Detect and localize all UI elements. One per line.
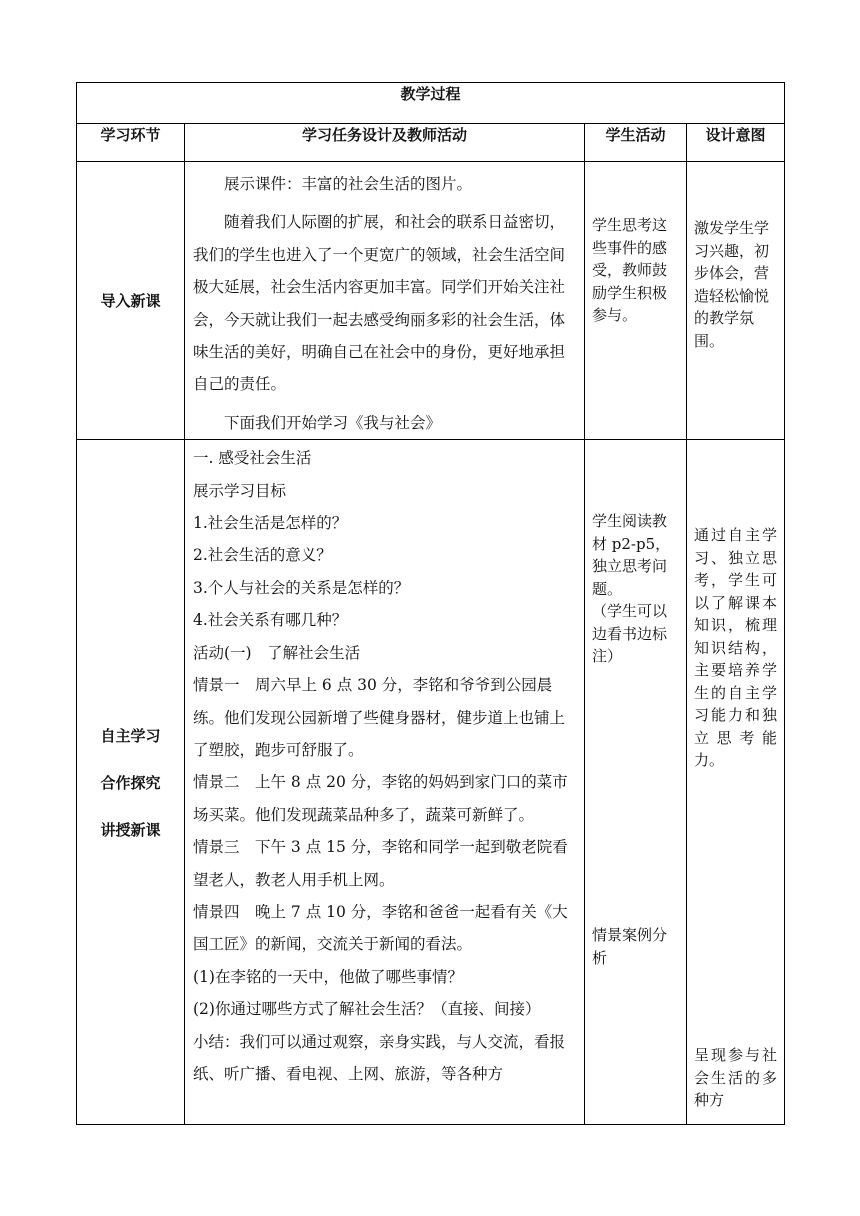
table-title: 教学过程 [77,83,785,124]
task-line: (1)在李铭的一天中，他做了哪些事情？ [193,967,463,986]
design-intent-text: 呈现参与社会生活的多种方 [694,1046,778,1110]
student-activity-text: 情景案例分析 [592,926,668,967]
column-header-intent: 设计意图 [687,124,785,162]
stage-label: 合作探究 [100,773,161,792]
design-intent-text: 通过自主学习、独立思考，学生可以了解课本知识，梳理知识结构，主要培养学生的自主学习能力和独立思考能力。 [694,526,778,770]
task-line: 情景一 周六早上 6 点 30 分，李铭和爷爷到公园晨练。他们发现公园新增了些健身器材，健步道上也铺上了塑胶，跑步可舒服了。 [193,676,566,759]
student-activity-text: 学生阅读教材 p2-p5，独立思考问题。 [592,512,671,598]
student-intro [585,162,687,440]
task-line: 情景四 晚上 7 点 10 分，李铭和爸爸一起看有关《大国工匠》的新闻，交流关于新闻的看法。 [193,902,568,954]
design-intent-text: 激发学生学习兴趣，初步体会，营造轻松愉悦的教学氛围。 [694,219,770,350]
task-line: 一. 感受社会生活 [193,449,312,468]
task-line: 3.个人与社会的关系是怎样的？ [193,578,410,597]
table-row-new-lesson [77,440,785,1125]
task-paragraph: 展示课件：丰富的社会生活的图片。 [224,175,473,193]
intent-intro [687,162,785,440]
column-header-task: 学习任务设计及教师活动 [185,124,585,162]
task-line: 展示学习目标 [193,481,287,500]
stage-intro [77,162,185,440]
stage-label: 自主学习 [100,726,161,745]
task-line: 2.社会生活的意义？ [193,546,332,565]
task-line: 小结：我们可以通过观察，亲身实践，与人交流，看报纸、听广播、看电视、上网、旅游，等各种方 [193,1032,566,1083]
task-line: 1.社会生活是怎样的？ [193,514,348,533]
task-paragraph: 随着我们人际圈的扩展，和社会的联系日益密切，我们的学生也进入了一个更宽广的领域，社会生活空间极大延展，社会生活内容更加丰富。同学们开始关注社会，今天就让我们一起去感受绚丽多彩的社会生活，体味生活的美好，明确自己在社会中的身份，更好地承担自己的责任。 [193,213,566,394]
student-activity-text: 学生思考这些事件的感受，教师鼓励学生积极参与。 [592,216,668,324]
column-header-student: 学生活动 [585,124,687,162]
student-new-lesson [585,440,687,1125]
table-row-intro [77,162,785,440]
task-line: 情景二 上午 8 点 20 分，李铭的妈妈到家门口的菜市场买菜。他们发现蔬菜品种多了，蔬菜可新鲜了。 [193,773,568,824]
task-line: (2)你通过哪些方式了解社会生活？（直接、间接） [193,1000,541,1019]
teaching-process-table [76,82,785,1125]
student-activity-text: （学生可以边看书边标注） [592,602,668,666]
stage-new-lesson [77,440,185,1125]
task-new-lesson [185,440,585,1125]
column-header-stage: 学习环节 [77,124,185,162]
task-intro [185,162,585,440]
stage-intro-label: 导入新课 [100,292,161,311]
intent-new-lesson [687,440,785,1125]
task-paragraph: 下面我们开始学习《我与社会》 [224,413,442,432]
task-line: 4.社会关系有哪几种？ [193,611,348,630]
task-line: 活动(一) 了解社会生活 [193,643,361,662]
stage-label: 讲授新课 [100,820,161,839]
task-line: 情景三 下午 3 点 15 分，李铭和同学一起到敬老院看望老人，教老人用手机上网。 [193,838,568,889]
